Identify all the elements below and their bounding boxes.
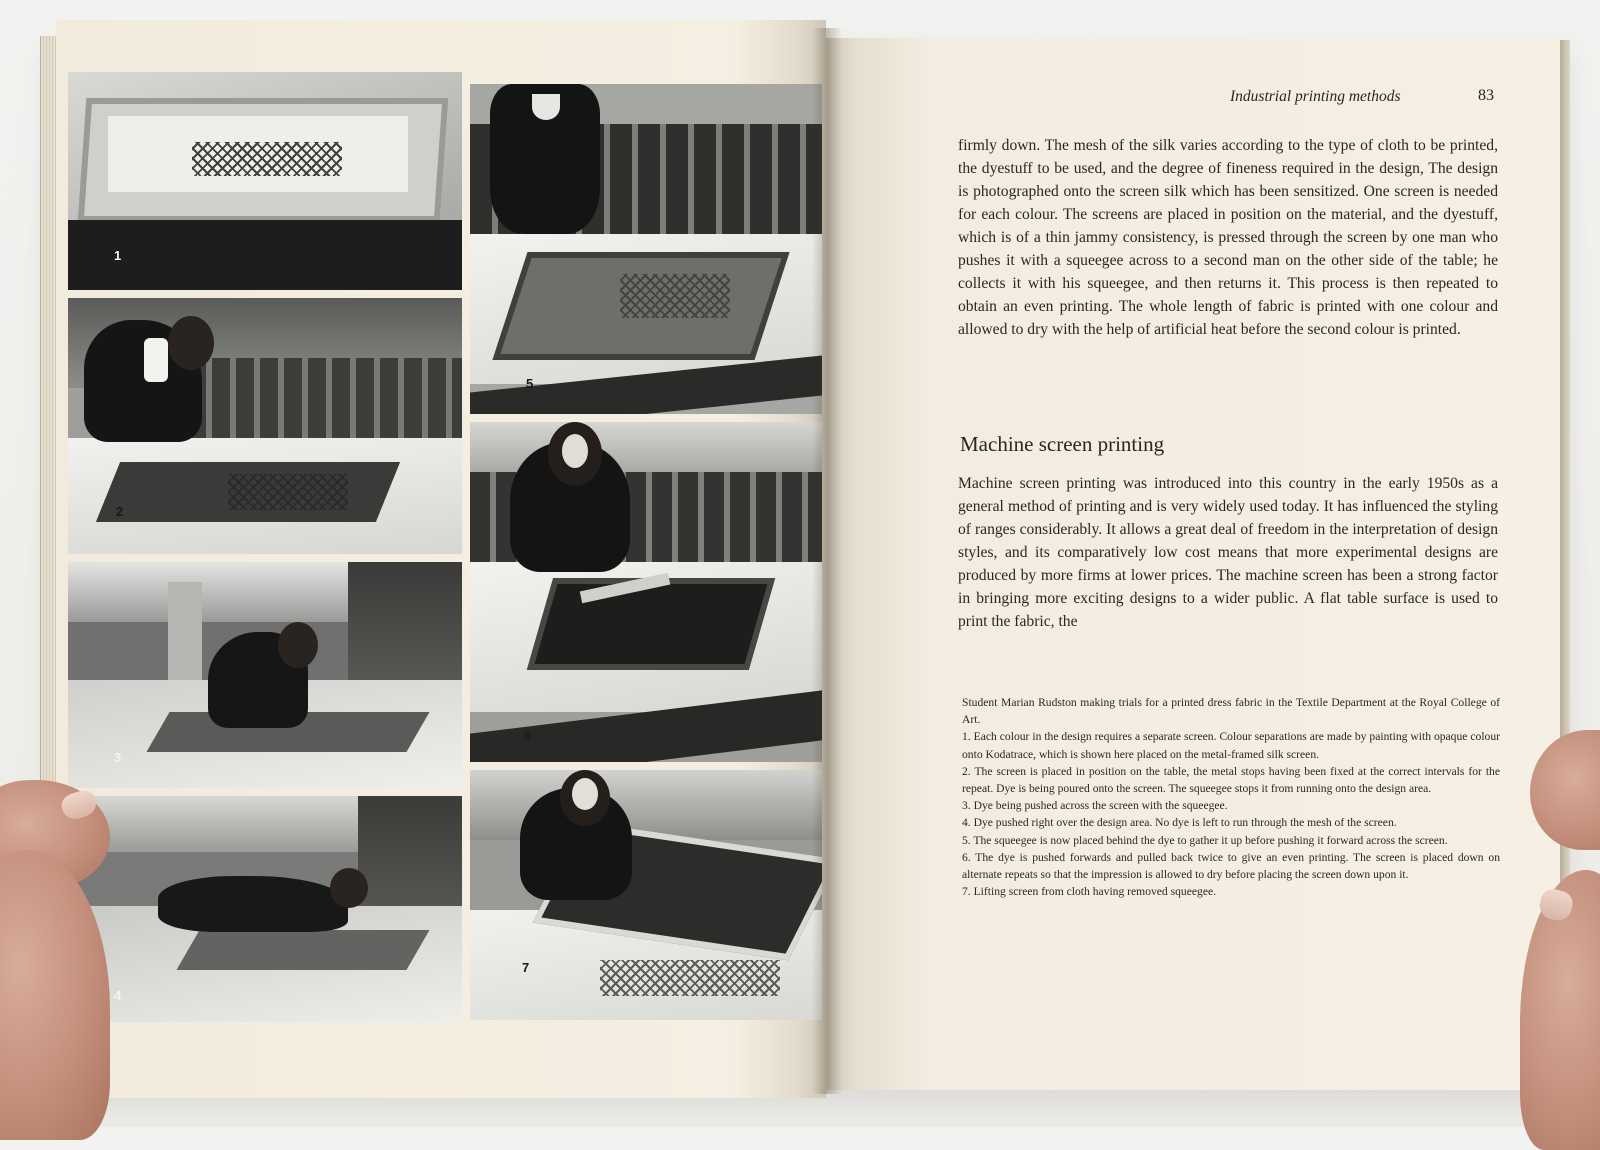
- photo-captions: [962, 694, 1500, 900]
- photo-6: [470, 422, 822, 762]
- photo-4: [68, 796, 462, 1022]
- photo-5-neck: [532, 94, 560, 120]
- photo-4-hair: [330, 868, 368, 908]
- page-number: 83: [1478, 87, 1494, 104]
- photo-4-number: 4: [114, 988, 122, 1003]
- caption-2: 2. The screen is placed in position on the table, the metal stops having been fixed at the correct intervals for the repeat. Dye is being poured onto the screen. The squeegee stops it from running onto the design area.: [962, 764, 1500, 796]
- photo-3: [68, 562, 462, 788]
- photo-6-number: 6: [524, 728, 532, 743]
- photo-5-design-pattern: [620, 274, 730, 318]
- photo-1-number: 1: [114, 248, 122, 263]
- photo-6-screen: [527, 578, 775, 670]
- photo-2-collar: [144, 338, 168, 382]
- body-paragraph-1: firmly down. The mesh of the silk varies according to the type of cloth to be printed, the dyestuff to be used, and the degree of fineness required in the design, The design is photographed onto the screen silk which has been sensitized. One screen is needed for each colour. The screens are placed in position on the material, and the dyestuff, which is of a thin jammy consistency, is pressed through the screen by one man who pushes it with a squeegee across to a second man on the other side of the table; he collects it with his squeegee, and then returns it. This process is then repeated to obtain an even printing. The whole length of fabric is printed with one colour and allowed to dry with the help of artificial heat before the second colour is printed.: [958, 137, 1498, 338]
- photo-4-screen-frame: [176, 930, 429, 970]
- photo-5: [470, 84, 822, 414]
- body-paragraph-2: Machine screen printing was introduced into this country in the early 1950s as a general method of printing and is very widely used today. It has influenced the styling of ranges considerably. It allows a great deal of freedom in the interpretation of design styles, and its comparatively low cost means that more experimental designs are produced by more firms at lower prices. The machine screen has been a strong factor in bringing more exciting designs to a wider public. A flat table surface is used to print the fabric, the: [958, 475, 1498, 630]
- photo-2-shelves: [188, 358, 462, 438]
- photo-7: [470, 770, 822, 1020]
- photo-7-number: 7: [522, 960, 530, 975]
- section-heading: Machine screen printing: [960, 432, 1165, 456]
- photo-7-face: [572, 778, 598, 810]
- caption-intro: Student Marian Rudston making trials for a printed dress fabric in the Textile Department at the Royal College of Art.: [962, 696, 1500, 727]
- photo-7-printed-design: [600, 960, 780, 996]
- caption-3: 3. Dye being pushed across the screen with the squeegee.: [962, 799, 1228, 813]
- photo-6-face: [562, 434, 588, 468]
- photo-3-pillar: [168, 582, 202, 682]
- caption-1: 1. Each colour in the design requires a separate screen. Colour separations are made by painting with opaque colour onto Kodatrace, which is shown here placed on the metal-framed silk screen.: [962, 730, 1500, 761]
- photo-2-design-pattern: [228, 474, 348, 510]
- running-head: Industrial printing methods: [1230, 88, 1401, 105]
- photo-5-number: 5: [526, 376, 534, 391]
- book-gutter: [812, 28, 842, 1094]
- photo-2-hair: [168, 316, 214, 370]
- photo-1: [68, 72, 462, 290]
- photo-3-hair: [278, 622, 318, 668]
- photo-1-dark-base: [68, 220, 462, 290]
- photo-3-number: 3: [114, 750, 122, 765]
- photo-4-person: [158, 876, 348, 932]
- caption-7: 7. Lifting screen from cloth having removed squeegee.: [962, 885, 1217, 899]
- caption-5: 5. The squeegee is now placed behind the dye to gather it up before pushing it forward across the screen.: [962, 833, 1448, 847]
- photo-1-design-pattern: [192, 142, 342, 176]
- caption-6: 6. The dye is pushed forwards and pulled back twice to give an even printing. The screen is placed down on alternate repeats so that the impression is allowed to dry before placing the screen down upon it.: [962, 850, 1500, 882]
- caption-4: 4. Dye pushed right over the design area. No dye is left to run through the mesh of the screen.: [962, 816, 1397, 830]
- photo-2-number: 2: [116, 504, 124, 519]
- photo-2: [68, 298, 462, 554]
